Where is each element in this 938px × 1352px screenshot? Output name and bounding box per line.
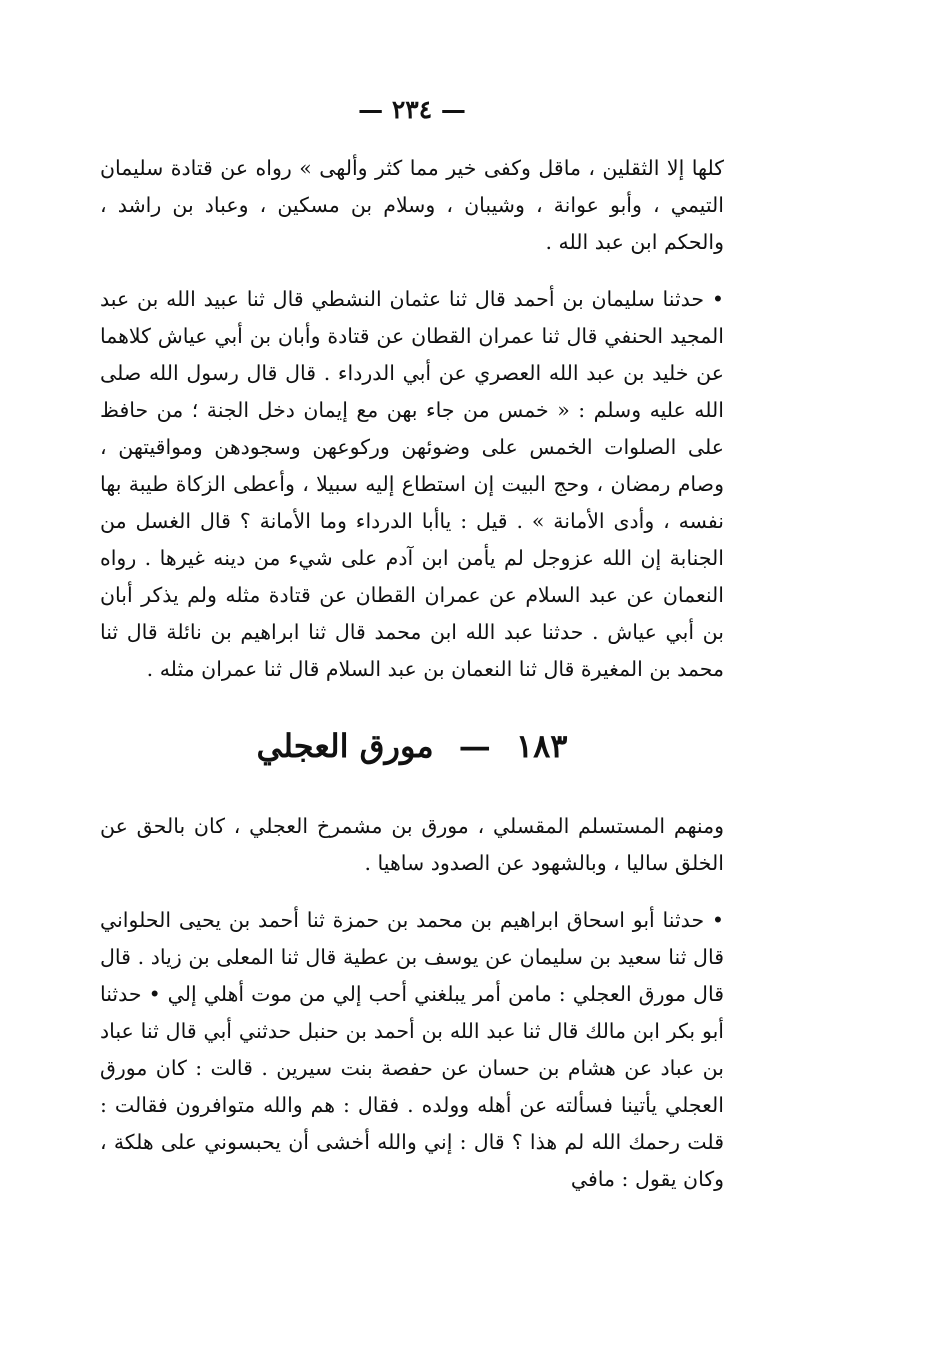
paragraph-narration: • حدثنا أبو اسحاق ابراهيم بن محمد بن حمزة ثنا أحمد بن يحيى الحلواني قال ثنا سعيد بن سليمان عن يوسف بن عطية قال ثنا المعلى بن زياد . قال قال مورق العجلي : مامن أمر يبلغني أحب إلي من موت أهلي إلي • حدثنا أبو بكر ابن مالك قال ثنا عبد الله بن أحمد بن حنبل حدثني أبي قال ثنا عباد بن عباد عن هشام بن حسان عن حفصة بنت سيرين . قالت : كان مورق العجلي يأتينا فسألته عن أهله وولده . فقال : هم والله متوافرون فقالت : قلت رحمك الله لم هذا ؟ قال : إني والله أخشى أن يحبسوني على هلكة ، وكان يقول : مافي [100, 908, 724, 1191]
book-page [100, 88, 724, 1198]
paragraph-hadith: • حدثنا سليمان بن أحمد قال ثنا عثمان النشطي قال ثنا عبيد الله بن عبد المجيد الحنفي قال ثنا عمران القطان عن قتادة وأبان بن أبي عياش كلاهما عن خليد بن عبد الله العصري عن أبي الدرداء . قال قال رسول الله صلى الله عليه وسلم : « خمس من جاء بهن مع إيمان دخل الجنة ؛ من حافظ على الصلوات الخمس على وضوئهن وركوعهن وسجودهن ومواقيتهن ، وصام رمضان ، وحج البيت إن استطاع إليه سبيلا ، وأعطى الزكاة طيبة بها نفسه ، وأدى الأمانة » . قيل : ياأبا الدرداء وما الأمانة ؟ قال الغسل من الجنابة إن الله عزوجل لم يأمن ابن آدم على شيء من دينه غيرها . رواه النعمان عن عبد السلام عن عمران القطان عن قتادة مثله ولم يذكر أبان بن أبي عياش . حدثنا عبد الله ابن محمد قال ثنا ابراهيم بن نائلة قال ثنا محمد بن المغيرة قال ثنا النعمان بن عبد السلام قال ثنا عمران مثله . [100, 287, 724, 681]
page-number: — ٢٣٤ — [358, 95, 466, 124]
paragraph-continuation: كلها إلا الثقلين ، ماقل وكفى خير مما كثر وألهى » رواه عن قتادة سليمان التيمي ، وأبو عوانة ، وشيبان ، وسلام بن مسكين ، وعباد بن راشد ، والحكم ابن عبد الله . [100, 156, 724, 254]
section-heading [100, 716, 724, 776]
section-dash: — [458, 727, 491, 765]
section-number: ١٨٣ [515, 727, 568, 765]
paragraph-intro: ومنهم المستسلم المقسلي ، مورق بن مشمرخ العجلي ، كان بالحق عن الخلق ساليا ، وبالشهود عن الصدود ساهيا . [100, 814, 724, 875]
section-title: مورق العجلي [256, 727, 434, 765]
